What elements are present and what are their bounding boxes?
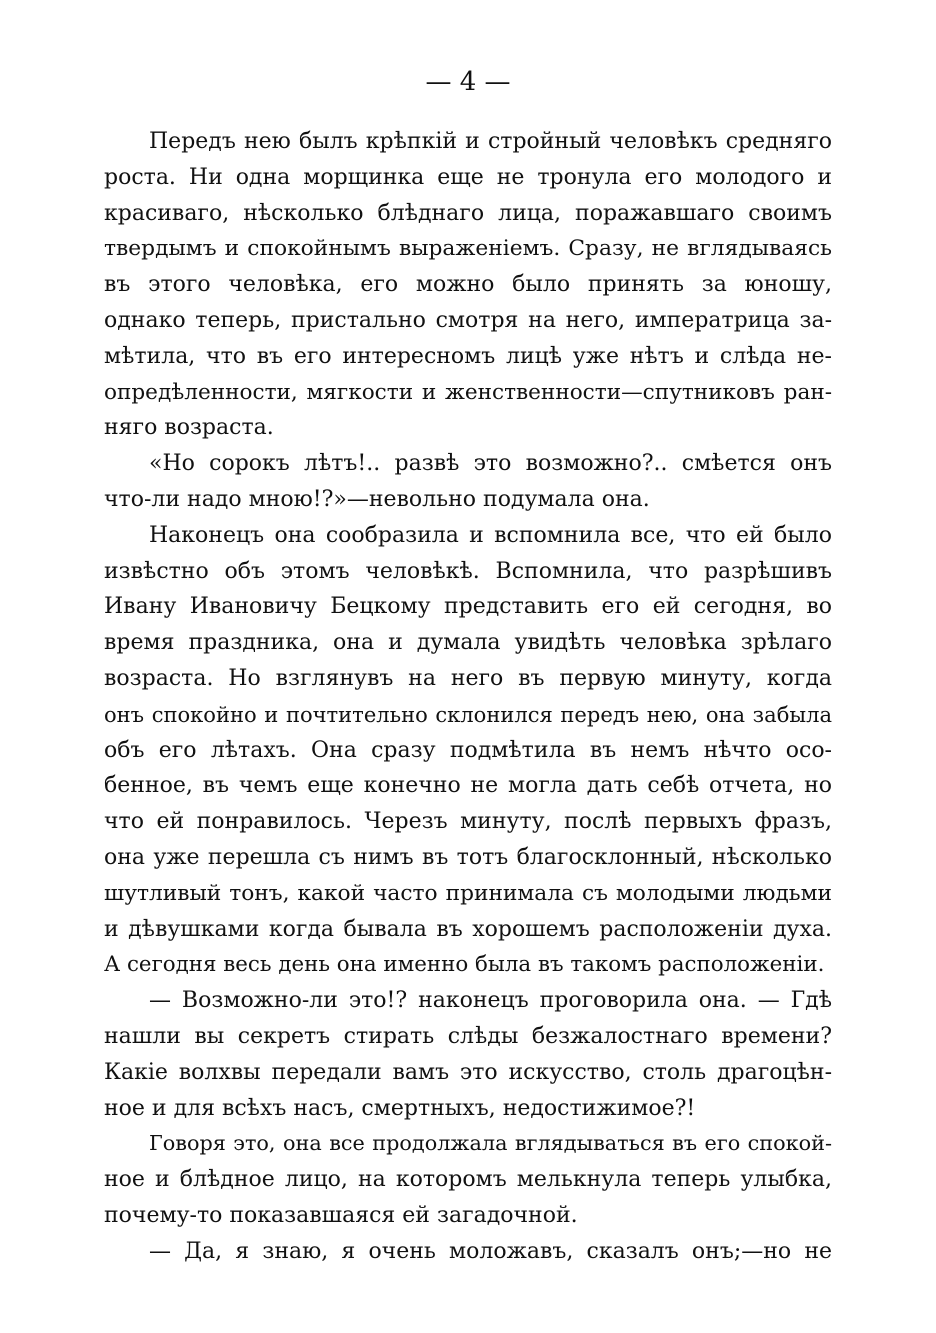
text-line: опредѣленности, мягкости и женственности—спутниковъ ран- [104,379,832,405]
text-line: время праздника, она и думала увидѣть человѣка зрѣлаго [104,630,832,656]
text-line: А сегодня весь день она именно была въ такомъ расположеніи. [104,952,825,978]
text-line: возраста. Но взглянувъ на него въ первую минуту, когда [104,665,832,691]
paragraph [104,1126,832,1233]
page-number: — 4 — [425,67,511,97]
text-line: Передъ нею былъ крѣпкій и стройный человѣкъ средняго [149,129,832,154]
text-line: почему-то показавшаяся ей загадочной. [104,1202,578,1228]
text-line: мѣтила, что въ его интересномъ лицѣ уже нѣтъ и слѣда не- [104,343,832,369]
body-text [104,124,832,1270]
text-line: однако теперь, пристально смотря на него, императрица за- [104,307,832,333]
text-line: Наконецъ она сообразила и вспомнила все, что ей было [149,522,832,548]
text-line: бенное, въ чемъ еще конечно не могла дать себѣ отчета, но [104,773,832,799]
text-line: ное и блѣдное лицо, на которомъ мелькнула теперь улыбка, [104,1167,832,1193]
paragraph [104,518,832,983]
text-line: — Да, я знаю, я очень моложавъ, сказалъ онъ;—но не [149,1238,832,1264]
paragraph [104,983,832,1126]
text-line: няго возраста. [104,415,274,441]
text-line: — Возможно-ли это!? наконецъ проговорила она. — Гдѣ [149,988,832,1014]
text-line: «Но сорокъ лѣтъ!.. развѣ это возможно?.. смѣется онъ [149,451,832,477]
text-line: красиваго, нѣсколько блѣднаго лица, поражавшаго своимъ [104,200,832,226]
text-line: объ его лѣтахъ. Она сразу подмѣтила въ немъ нѣчто осо- [104,737,832,763]
text-line: Говоря это, она все продолжала вглядываться въ его спокой- [149,1131,832,1156]
text-line: нашли вы секретъ стирать слѣды безжалостнаго времени? [104,1023,832,1049]
text-line: что-ли надо мною!?»—невольно подумала она. [104,486,650,512]
paragraph [104,1234,832,1270]
text-line: роста. Ни одна морщинка еще не тронула его молодого и [104,164,832,190]
text-line: она уже перешла съ нимъ въ тотъ благосклонный, нѣсколько [104,844,832,870]
text-line: твердымъ и спокойнымъ выраженіемъ. Сразу, не вглядываясь [104,236,832,262]
paragraph [104,446,832,518]
paragraph [104,124,832,446]
text-line: шутливый тонъ, какой часто принимала съ молодыми людьми [104,880,832,906]
text-line: въ этого человѣка, его можно было принять за юношу, [104,272,832,298]
text-line: извѣстно объ этомъ человѣкѣ. Вспомнила, что разрѣшивъ [104,558,832,584]
text-line: ное и для всѣхъ насъ, смертныхъ, недостижимое?! [104,1095,696,1121]
text-line: онъ спокойно и почтительно склонился передъ нею, она забыла [104,701,832,727]
text-line: что ей понравилось. Черезъ минуту, послѣ первыхъ фразъ, [104,809,832,835]
text-line: и дѣвушками когда бывала въ хорошемъ расположеніи духа. [104,916,832,942]
text-line: Какіе волхвы передали вамъ это искусство, столь драгоцѣн- [104,1059,832,1085]
text-line: Ивану Ивановичу Бецкому представить его ей сегодня, во [104,594,832,620]
